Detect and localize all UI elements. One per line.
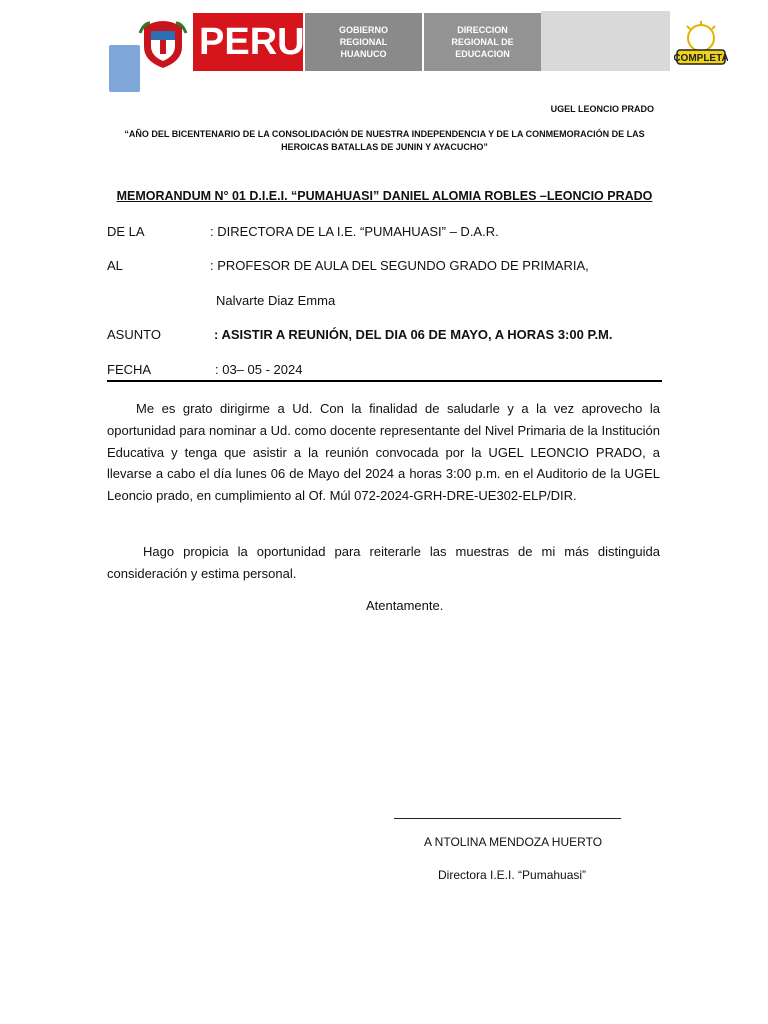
header-divider <box>107 380 662 382</box>
gobierno-regional-block <box>305 13 422 71</box>
al-value: : PROFESOR DE AULA DEL SEGUNDO GRADO DE PRIMARIA, <box>210 258 589 273</box>
de-la-value: : DIRECTORA DE LA I.E. “PUMAHUASI” – D.A.R. <box>210 224 499 239</box>
recipient-name: Nalvarte Diaz Emma <box>216 293 336 308</box>
peru-label: PERU <box>199 21 305 63</box>
body-paragraph-2: Hago propicia la oportunidad para reiterarle las muestras de mi más distinguida consideración y estima personal. <box>107 544 660 581</box>
gobierno-regional-label: GOBIERNO REGIONAL HUANUCO <box>338 25 388 59</box>
asunto-label: ASUNTO <box>107 327 161 342</box>
fecha-label: FECHA <box>107 362 152 377</box>
direccion-regional-block <box>424 13 541 71</box>
signature-role: Directora I.E.I. “Pumahuasi” <box>438 868 587 882</box>
closing-text: Atentamente. <box>366 598 444 613</box>
body-paragraph-1: Me es grato dirigirme a Ud. Con la finalidad de saludarle y a la vez aprovecho la oportunidad para nominar a Ud. como docente representante del Nivel Primaria de la Institución Educativa y tenga que asistir a la reunión convocada por la UGEL LEONCIO PRADO, a llevarse a cabo el día lunes 06 de Mayo del 2024 a horas 3:00 p.m. en el Auditorio de la UGEL Leoncio prado, en cumplimiento al Of. Múl 072-2024-GRH-DRE-UE302-ELP/DIR. <box>107 401 660 504</box>
asunto-value: : ASISTIR A REUNIÓN, DEL DIA 06 DE MAYO, A HORAS 3:00 P.M. <box>214 327 613 342</box>
direccion-regional-label: DIRECCION REGIONAL DE EDUCACION <box>451 25 514 59</box>
year-motto: “AÑO DEL BICENTENARIO DE LA CONSOLIDACIÓN DE NUESTRA INDEPENDENCIA Y DE LA CONMEMORACIÓN DE LAS HEROICAS BATALLAS DE JUNIN Y AYACUCHO” <box>124 129 645 152</box>
signature-name: A NTOLINA MENDOZA HUERTO <box>424 835 603 849</box>
blue-tab-mark <box>109 45 140 92</box>
badge-text: COMPLETA <box>674 53 728 64</box>
fecha-value: : 03– 05 - 2024 <box>215 362 303 377</box>
al-label: AL <box>107 258 123 273</box>
de-la-label: DE LA <box>107 224 145 239</box>
completa-badge-icon <box>674 20 728 72</box>
header-blank-block <box>541 11 670 71</box>
peru-logo-block <box>193 13 303 71</box>
peru-coat-of-arms-icon <box>138 13 188 71</box>
memo-title: MEMORANDUM N° 01 D.I.E.I. “PUMAHUASI” DANIEL ALOMIA ROBLES –LEONCIO PRADO <box>116 189 653 203</box>
signature-line <box>394 818 621 819</box>
ugel-label: UGEL LEONCIO PRADO <box>550 104 654 114</box>
